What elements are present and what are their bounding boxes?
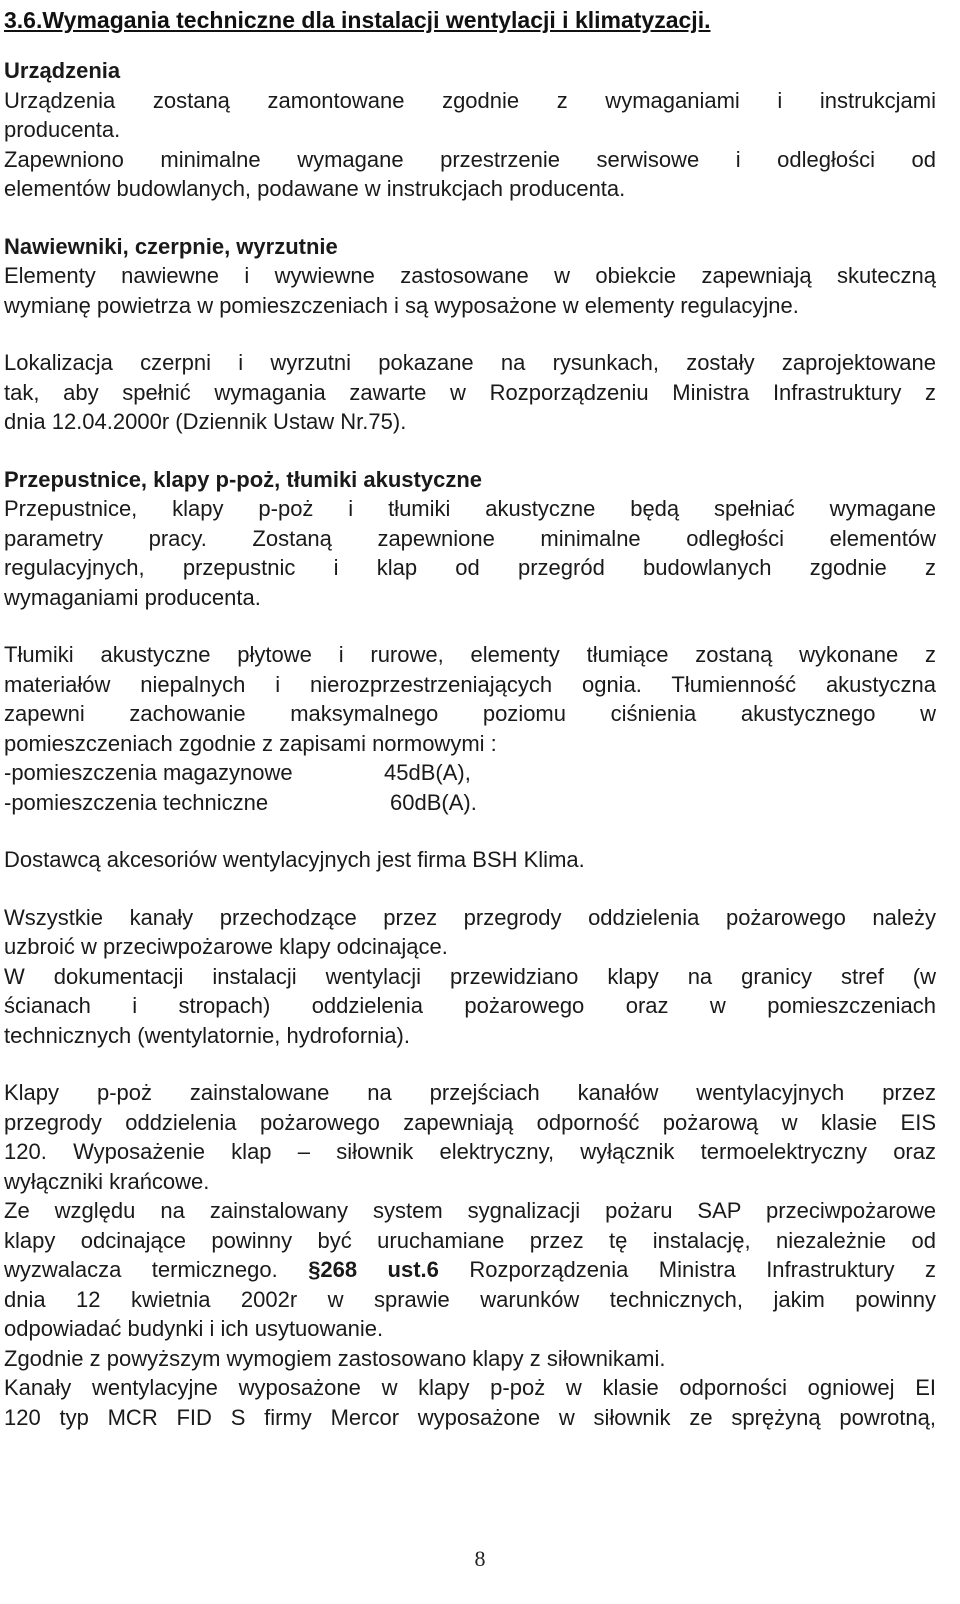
text-line: Wszystkie kanały przechodzące przez przegrody oddzielenia pożarowego należy [4,904,936,930]
text-fragment: Rozporządzenia Ministra Infrastruktury z [469,1257,936,1282]
section-nawiewniki [4,232,936,321]
paragraph-tlumiki [4,640,936,817]
text-line: zapewni zachowanie maksymalnego poziomu ciśnienia akustycznego w [4,701,936,726]
text-line: producenta. [4,117,121,142]
text-line: Dostawcą akcesoriów wentylacyjnych jest firma BSH Klima. [4,847,585,872]
text-line: Ze względu na zainstalowany system sygnalizacji pożaru SAP przeciwpożarowe [4,1198,936,1223]
text-line: technicznych (wentylatornie, hydrofornia). [4,1022,410,1048]
text-line: parametry pracy. Zostaną zapewnione minimalne odległości elementów [4,525,936,551]
text-line: Klapy p-poż zainstalowane na przejściach kanałów wentylacyjnych przez [4,1080,936,1105]
text-line: uzbroić w przeciwpożarowe klapy odcinające. [4,934,448,959]
text-line: odpowiadać budynki i ich usytuowanie. [4,1316,384,1341]
text-line: tak, aby spełnić wymagania zawarte w Rozporządzeniu Ministra Infrastruktury z [4,379,936,405]
noise-row-label: -pomieszczenia magazynowe [4,760,293,785]
text-line: dnia 12.04.2000r (Dziennik Ustaw Nr.75). [4,409,407,434]
text-line: W dokumentacji instalacji wentylacji przewidziano klapy na granicy stref (w [4,963,936,989]
text-line: Urządzenia zostaną zamontowane zgodnie z wymaganiami i instrukcjami [4,87,936,113]
noise-row-value: 45dB(A), [384,760,471,785]
page-number: 8 [474,1546,486,1571]
paragraph-dostawca [4,845,936,875]
text-line: wyłączniki krańcowe. [4,1168,210,1194]
text-line: wymaganiami producenta. [4,584,261,610]
heading-nawiewniki: Nawiewniki, czerpnie, wyrzutnie [4,233,338,259]
text-line: regulacyjnych, przepustnic i klap od przegród budowlanych zgodnie z [4,555,936,580]
text-line: Elementy nawiewne i wywiewne zastosowane w obiekcie zapewniają skuteczną [4,263,936,288]
text-line-with-reference [4,1255,936,1285]
text-line: elementów budowlanych, podawane w instrukcjach producenta. [4,176,626,201]
noise-row-magazynowe [4,758,936,788]
text-line: pomieszczeniach zgodnie z zapisami normowymi : [4,730,497,756]
paragraph-kanaly [4,903,936,1051]
text-line: 120 typ MCR FID S firmy Mercor wyposażone w siłownik ze sprężyną powrotną, [4,1404,936,1430]
text-line: Przepustnice, klapy p-poż i tłumiki akustyczne będą spełniać wymagane [4,496,936,521]
legal-reference: §268 ust.6 [308,1257,439,1282]
text-line: Tłumiki akustyczne płytowe i rurowe, elementy tłumiące zostaną wykonane z [4,642,936,667]
noise-row-value: 60dB(A). [390,789,477,815]
text-line: wymianę powietrza w pomieszczeniach i są wyposażone w elementy regulacyjne. [4,292,799,318]
noise-row-techniczne [4,788,936,818]
text-line: dnia 12 kwietnia 2002r w sprawie warunków technicznych, jakim powinny [4,1286,936,1312]
paragraph-klapy [4,1078,936,1432]
section-urzadzenia [4,56,936,204]
heading-przepustnice: Przepustnice, klapy p-poż, tłumiki akustyczne [4,466,483,492]
text-line: klapy odcinające powinny być uruchamiane przez tę instalację, niezależnie od [4,1227,936,1253]
paragraph-lokalizacja [4,348,936,437]
section-title: 3.6.Wymagania techniczne dla instalacji wentylacji i klimatyzacji. [4,7,711,33]
text-line: materiałów niepalnych i nierozprzestrzeniających ognia. Tłumienność akustyczna [4,671,936,697]
text-line: przegrody oddzielenia pożarowego zapewniają odporność pożarową w klasie EIS [4,1109,936,1135]
text-line: Zapewniono minimalne wymagane przestrzenie serwisowe i odległości od [4,146,936,172]
section-przepustnice [4,465,936,613]
text-line: ścianach i stropach) oddzielenia pożarowego oraz w pomieszczeniach [4,993,936,1018]
text-line: Kanały wentylacyjne wyposażone w klapy p-poż w klasie odporności ogniowej EI [4,1375,936,1400]
text-line: Lokalizacja czerpni i wyrzutni pokazane na rysunkach, zostały zaprojektowane [4,350,936,375]
text-line: Zgodnie z powyższym wymogiem zastosowano klapy z siłownikami. [4,1345,666,1371]
heading-urzadzenia: Urządzenia [4,58,121,83]
document-page [4,0,936,1432]
noise-row-label: -pomieszczenia techniczne [4,789,269,815]
text-line: 120. Wyposażenie klap – siłownik elektryczny, wyłącznik termoelektryczny oraz [4,1139,936,1164]
text-fragment: wyzwalacza termicznego. [4,1257,278,1282]
